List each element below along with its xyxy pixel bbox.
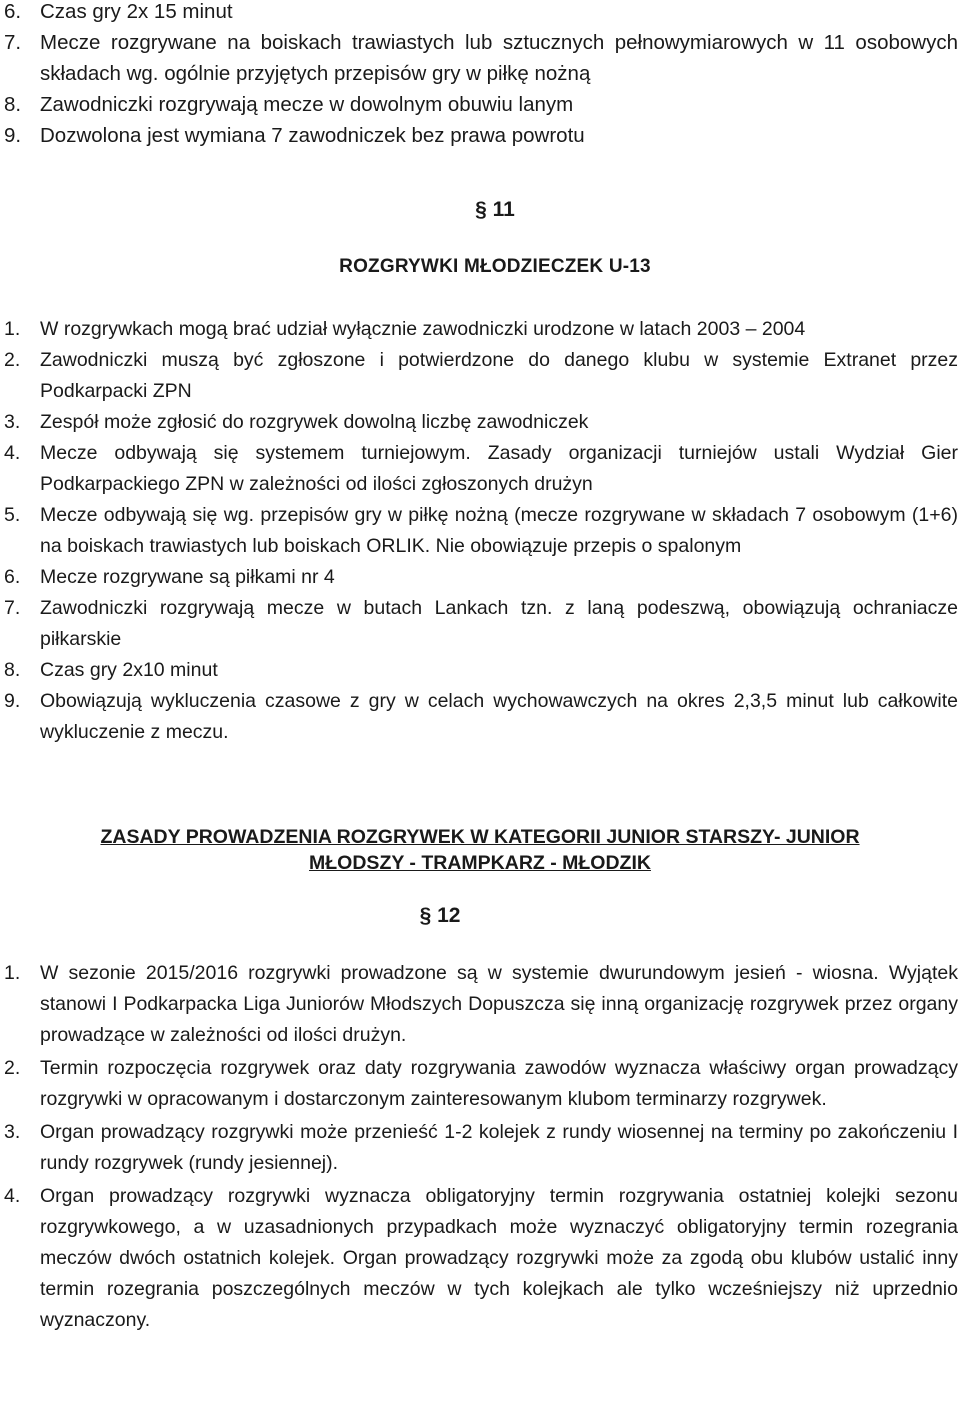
item-text: Obowiązują wykluczenia czasowe z gry w celach wychowawczych na okres 2,3,5 minut lub całkowite wykluczenie z meczu. [40, 690, 958, 743]
item-text: Czas gry 2x10 minut [40, 659, 218, 681]
list-item [0, 120, 958, 151]
list-item [0, 407, 958, 438]
list-item [0, 686, 958, 748]
item-number: 3. [4, 411, 21, 433]
item-number: 7. [4, 597, 21, 619]
section-11-title: ROZGRYWKI MŁODZIECZEK U-13 [339, 256, 651, 277]
item-number: 8. [4, 93, 22, 116]
item-text: Dozwolona jest wymiana 7 zawodniczek bez prawa powrotu [40, 124, 585, 147]
item-number: 4. [4, 442, 21, 464]
list-item [0, 655, 958, 686]
list-item [0, 27, 958, 89]
item-text: W sezonie 2015/2016 rozgrywki prowadzone są w systemie dwurundowym jesień - wiosna. Wyjątek stanowi I Podkarpacka Liga Juniorów Młodszych Dopuszcza się inną organizację rozgrywek przez organy prowadzące w zależności od ilości drużyn. [40, 962, 958, 1046]
list-item [0, 562, 958, 593]
rules-heading [0, 824, 960, 876]
item-number: 2. [4, 349, 21, 371]
item-text: Organ prowadzący rozgrywki wyznacza obligatoryjny termin rozgrywania ostatniej kolejki sezonu rozgrywkowego, a w uzasadnionych przypadkach może wyznaczyć obligatoryjny termin rozegrania meczów dwóch ostatnich kolejek. Organ prowadzący rozgrywki może za zgodą obu klubów ustalić inny termin rozegrania poszczególnych meczów w tych kolejkach ale tylko wcześniejszy niż uprzednio wyznaczony. [40, 1185, 958, 1331]
item-number: 9. [4, 124, 22, 147]
item-number: 8. [4, 659, 21, 681]
list-item [0, 0, 958, 27]
top-list [0, 0, 958, 151]
item-number: 6. [4, 566, 21, 588]
item-number: 1. [4, 962, 21, 984]
list-item [0, 438, 958, 500]
item-text: Zawodniczki rozgrywają mecze w dowolnym obuwiu lanym [40, 93, 574, 116]
list-item [0, 1053, 958, 1115]
item-text: Mecze odbywają się wg. przepisów gry w piłkę nożną (mecze rozgrywane w składach 7 osobowym (1+6) na boiskach trawiastych lub boiskach ORLIK. Nie obowiązuje przepis o spalonym [40, 504, 958, 557]
item-text: Termin rozpoczęcia rozgrywek oraz daty rozgrywania zawodów wyznacza właściwy organ prowadzący rozgrywki w opracowanym i dostarczonym zainteresowanym klubom terminarzy rozgrywek. [40, 1057, 958, 1110]
list-item [0, 1181, 958, 1336]
item-text: Zawodniczki rozgrywają mecze w butach Lankach tzn. z laną podeszwą, obowiązują ochraniacze piłkarskie [40, 597, 958, 650]
item-number: 7. [4, 31, 22, 54]
list-item [0, 345, 958, 407]
list-item [0, 593, 958, 655]
item-number: 1. [4, 318, 21, 340]
section-11-sign: § 11 [475, 198, 515, 221]
item-text: Organ prowadzący rozgrywki może przenieść 1-2 kolejek z rundy wiosennej na terminy po zakończeniu I rundy rozgrywek (rundy jesiennej). [40, 1121, 958, 1174]
section-12-sign: § 12 [419, 904, 461, 927]
list-item [0, 958, 958, 1051]
item-text: Mecze odbywają się systemem turniejowym. Zasady organizacji turniejów ustali Wydział Gier Podkarpackiego ZPN w zależności od ilości zgłoszonych drużyn [40, 442, 958, 495]
rules-heading-line-2: MŁODSZY - TRAMPKARZ - MŁODZIK [309, 852, 651, 874]
item-text: Mecze rozgrywane na boiskach trawiastych lub sztucznych pełnowymiarowych w 11 osobowych składach wg. ogólnie przyjętych przepisów gry w piłkę nożną [40, 31, 958, 85]
item-text: Czas gry 2x 15 minut [40, 0, 233, 23]
list-item [0, 314, 958, 345]
item-number: 6. [4, 0, 22, 23]
list-item [0, 89, 958, 120]
rules-heading-line-1: ZASADY PROWADZENIA ROZGRYWEK W KATEGORII JUNIOR STARSZY- JUNIOR [100, 826, 860, 848]
item-text: W rozgrywkach mogą brać udział wyłącznie zawodniczki urodzone w latach 2003 – 2004 [40, 318, 806, 340]
list-item [0, 500, 958, 562]
item-number: 3. [4, 1121, 21, 1143]
item-number: 2. [4, 1057, 21, 1079]
list-item [0, 1117, 958, 1179]
item-text: Mecze rozgrywane są piłkami nr 4 [40, 566, 335, 588]
item-text: Zawodniczki muszą być zgłoszone i potwierdzone do danego klubu w systemie Extranet przez Podkarpacki ZPN [40, 349, 958, 402]
item-number: 4. [4, 1185, 21, 1207]
section-12-list [0, 958, 958, 1336]
section-11-list [0, 314, 958, 748]
item-text: Zespół może zgłosić do rozgrywek dowolną liczbę zawodniczek [40, 411, 589, 433]
item-number: 9. [4, 690, 21, 712]
item-number: 5. [4, 504, 21, 526]
